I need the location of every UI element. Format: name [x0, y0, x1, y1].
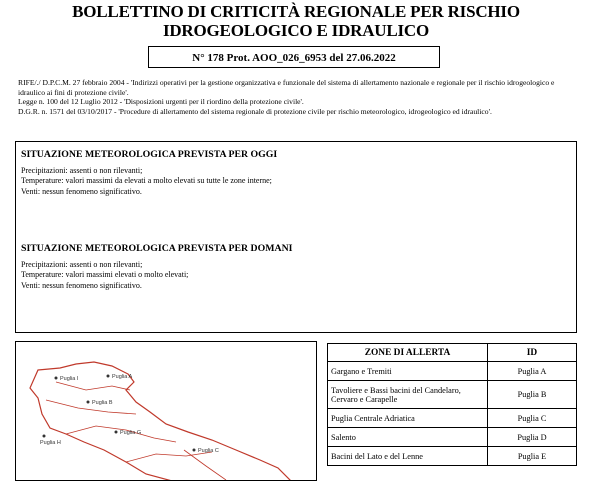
weather-situation-box: [15, 141, 577, 333]
title-line-2: IDROGEOLOGICO E IDRAULICO: [162, 21, 430, 40]
tomorrow-heading: SITUAZIONE METEOROLOGICA PREVISTA PER DOMANI: [21, 243, 293, 254]
reference-3: D.G.R. n. 1571 del 03/10/2017 - 'Procedure di allertamento del sistema regionale di protezione civile per rischio meteorologico, idrogeologico ed idraulico'.: [18, 106, 492, 116]
id-cell: Puglia D: [488, 428, 577, 447]
table-row: [328, 428, 577, 447]
tomorrow-temperature: Temperature: valori massimi elevati o molto elevati;: [21, 270, 189, 280]
zone-marker-a: [107, 375, 110, 378]
zone-marker-g: [115, 431, 118, 434]
bulletin-title: [0, 2, 592, 40]
table-row: [328, 409, 577, 428]
alert-zones-map: [15, 341, 317, 481]
zone-cell: Gargano e Tremiti: [328, 362, 488, 381]
id-cell: Puglia E: [488, 447, 577, 466]
id-header: ID: [488, 344, 577, 362]
zone-border-5: [184, 450, 226, 480]
table-row: [328, 447, 577, 466]
zone-cell: Tavoliere e Bassi bacini del Candelaro, Cervaro e Carapelle: [328, 381, 488, 409]
protocol-box: N° 178 Prot. AOO_026_6953 del 27.06.2022: [148, 46, 440, 68]
zone-border-1: [56, 382, 130, 390]
id-cell: Puglia C: [488, 409, 577, 428]
table-row: [328, 362, 577, 381]
tomorrow-details: [21, 260, 188, 291]
id-cell: Puglia B: [488, 381, 577, 409]
table-row: [328, 381, 577, 409]
map-label-g: Puglia G: [120, 430, 142, 436]
map-label-c: Puglia C: [198, 448, 219, 454]
legal-references: [18, 78, 574, 116]
reference-1: RIFE/./ D.P.C.M. 27 febbraio 2004 - 'Indirizzi operativi per la gestione organizzativa e funzionale del sistema di allertamento nazionale e regionale per il rischio idrogeologico e idraulico ai fini di protezione civile'.: [18, 78, 555, 97]
zone-cell: Puglia Centrale Adriatica: [328, 409, 488, 428]
map-label-i: Puglia I: [60, 376, 79, 382]
map-label-a: Puglia A: [112, 374, 133, 380]
today-wind: Venti: nessun fenomeno significativo.: [21, 186, 142, 196]
today-precipitation: Precipitazioni: assenti o non rilevanti;: [21, 166, 143, 175]
map-label-b: Puglia B: [92, 400, 113, 406]
alert-zones-table: [327, 343, 577, 466]
zone-cell: Salento: [328, 428, 488, 447]
today-details: [21, 166, 272, 197]
title-line-1: BOLLETTINO DI CRITICITÀ REGIONALE PER RISCHIO: [72, 2, 520, 21]
id-cell: Puglia A: [488, 362, 577, 381]
reference-2: Legge n. 100 del 12 Luglio 2012 - 'Disposizioni urgenti per il riordino della protezione civile'.: [18, 97, 304, 107]
zone-marker-i: [55, 377, 58, 380]
today-heading: SITUAZIONE METEOROLOGICA PREVISTA PER OGGI: [21, 149, 278, 160]
zone-border-2: [46, 400, 136, 414]
tomorrow-wind: Venti: nessun fenomeno significativo.: [21, 280, 142, 290]
map-label-h: Puglia H: [40, 440, 61, 446]
zone-cell: Bacini del Lato e del Lenne: [328, 447, 488, 466]
zone-marker-b: [87, 401, 90, 404]
zone-marker-c: [193, 449, 196, 452]
puglia-map: [16, 342, 317, 481]
zones-header: ZONE DI ALLERTA: [328, 344, 488, 362]
today-temperature: Temperature: valori massimi da elevati a molto elevati su tutte le zone interne;: [21, 176, 272, 186]
zone-marker-h: [43, 435, 46, 438]
tomorrow-precipitation: Precipitazioni: assenti o non rilevanti;: [21, 260, 143, 269]
